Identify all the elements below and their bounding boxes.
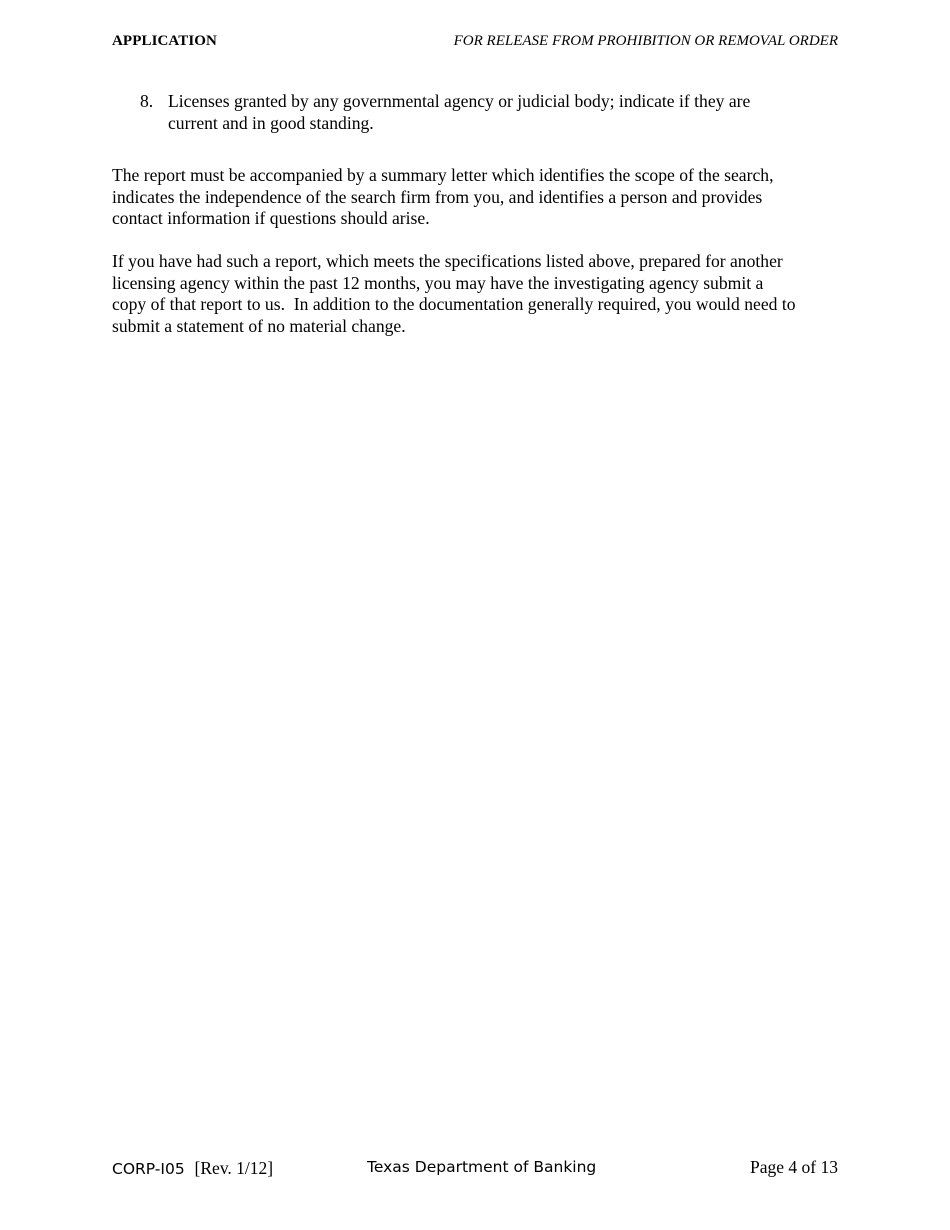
list-item [112,91,812,135]
document-title-heading: FOR RELEASE FROM PROHIBITION OR REMOVAL ORDER [453,33,838,49]
footer-form-id [112,1158,273,1179]
list-item-number: 8. [140,91,154,111]
paragraph-line: The report must be accompanied by a summary letter which identifies the scope of the search, [112,165,774,185]
paragraph-line: submit a statement of no material change. [112,315,406,336]
list-item-line-2: current and in good standing. [168,112,374,133]
form-revision: [Rev. 1/12] [194,1158,274,1178]
footer-department: Texas Department of Banking [367,1158,597,1176]
paragraph-line: contact information if questions should arise. [112,208,430,229]
paragraph-line: copy of that report to us. In addition to the documentation generally required, you would need to [112,294,796,315]
paragraph-summary-letter [112,165,842,230]
paragraph-prior-report [112,251,842,337]
footer-page-number: Page 4 of 13 [750,1157,838,1177]
paragraph-line: indicates the independence of the search firm from you, and identifies a person and provides [112,186,763,207]
list-item-line-1: Licenses granted by any governmental agency or judicial body; indicate if they are [168,91,751,111]
paragraph-line: licensing agency within the past 12 months, you may have the investigating agency submit a [112,272,764,293]
document-type-heading: APPLICATION [112,33,217,49]
form-id: CORP-I05 [112,1160,185,1178]
paragraph-line: If you have had such a report, which meets the specifications listed above, prepared for another [112,251,783,271]
